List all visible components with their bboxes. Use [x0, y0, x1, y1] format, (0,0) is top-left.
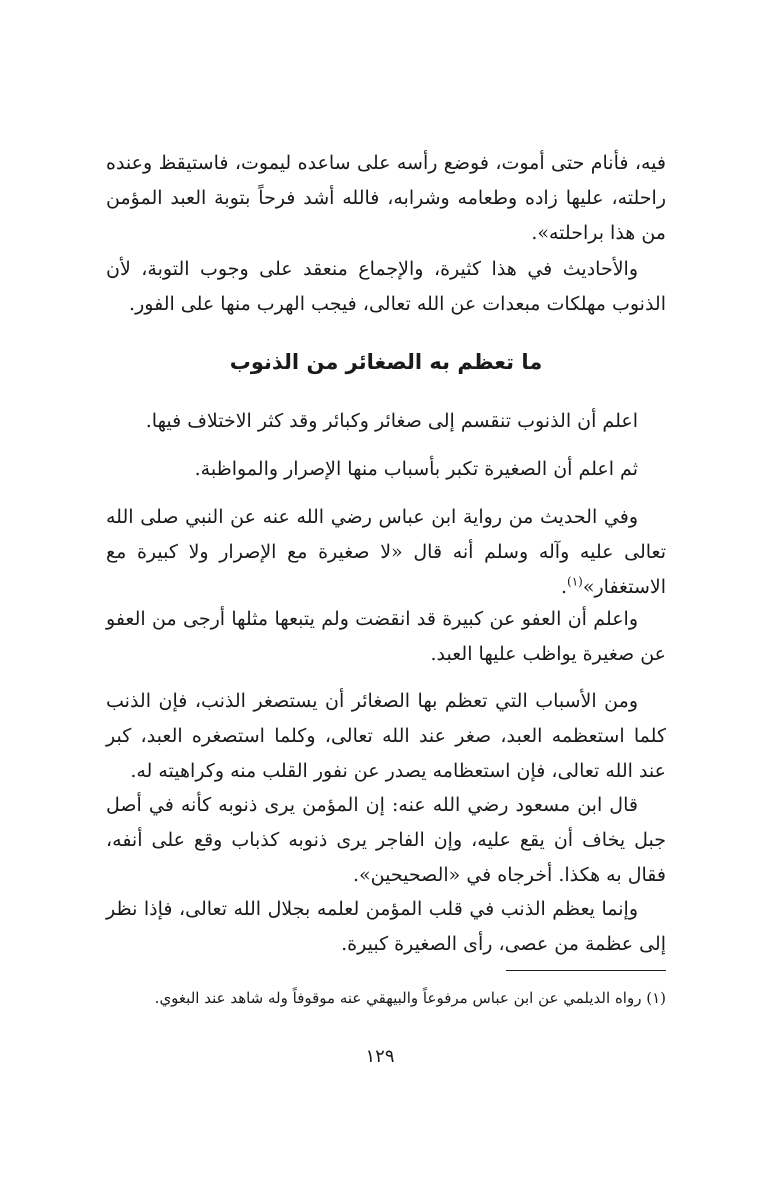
footnote-reference: (١) [567, 574, 583, 589]
footnote: (١) رواه الديلمي عن ابن عباس مرفوعاً والبيهقي عنه موقوفاً وله شاهد عند البغوي. [154, 989, 666, 1007]
paragraph-pardon: واعلم أن العفو عن كبيرة قد انقضت ولم يتبعها مثلها أرجى من العفو عن صغيرة يواظب عليها العبد. [106, 608, 666, 665]
paragraph-believer-heart: وإنما يعظم الذنب في قلب المؤمن لعلمه بجلال الله تعالى، فإذا نظر إلى عظمة من عصى، رأى الصغيرة كبيرة. [106, 898, 666, 955]
paragraph-ibn-abbas-hadith [106, 500, 666, 605]
paragraph-belittling-sin: ومن الأسباب التي تعظم بها الصغائر أن يستصغر الذنب، فإن الذنب كلما استعظمه العبد، صغر عند الله تعالى، وكلما استصغره العبد، كبر عند الله تعالى، فإن استعظامه يصدر عن نفور القلب منه وكراهيته له. [106, 690, 666, 782]
paragraph-ibn-masud: قال ابن مسعود رضي الله عنه: إن المؤمن يرى ذنوبه كأنه في أصل جبل يخاف أن يقع عليه، وإن الفاجر يرى ذنوبه كذباب وقع على أنفه، فقال به هكذا. أخرجاه في «الصحيحين». [106, 794, 666, 886]
footnote-divider [506, 970, 666, 971]
paragraph-minor-sins-grow: ثم اعلم أن الصغيرة تكبر بأسباب منها الإصرار والمواظبة. [194, 458, 638, 480]
paragraph-sins-division: اعلم أن الذنوب تنقسم إلى صغائر وكبائر وقد كثر الاختلاف فيها. [145, 410, 638, 432]
section-title: ما تعظم به الصغائر من الذنوب [229, 350, 543, 374]
hadith-text: وفي الحديث من رواية ابن عباس رضي الله عنه عن النبي صلى الله تعالى عليه وآله وسلم أنه قال «لا صغيرة مع الإصرار ولا كبيرة مع الاستغفار» [106, 506, 666, 598]
paragraph-hadith-continuation: فيه، فأنام حتى أموت، فوضع رأسه على ساعده ليموت، فاستيقظ وعنده راحلته، عليها زاده وطعامه وشرابه، فالله أشد فرحاً بتوبة العبد المؤمن من هذا براحلته». [106, 152, 666, 244]
paragraph-ahadith-consensus: والأحاديث في هذا كثيرة، والإجماع منعقد على وجوب التوبة، لأن الذنوب مهلكات مبعدات عن الله تعالى، فيجب الهرب منها على الفور. [106, 258, 666, 315]
hadith-end-mark: . [560, 576, 568, 598]
page-number: ١٢٩ [365, 1046, 395, 1067]
